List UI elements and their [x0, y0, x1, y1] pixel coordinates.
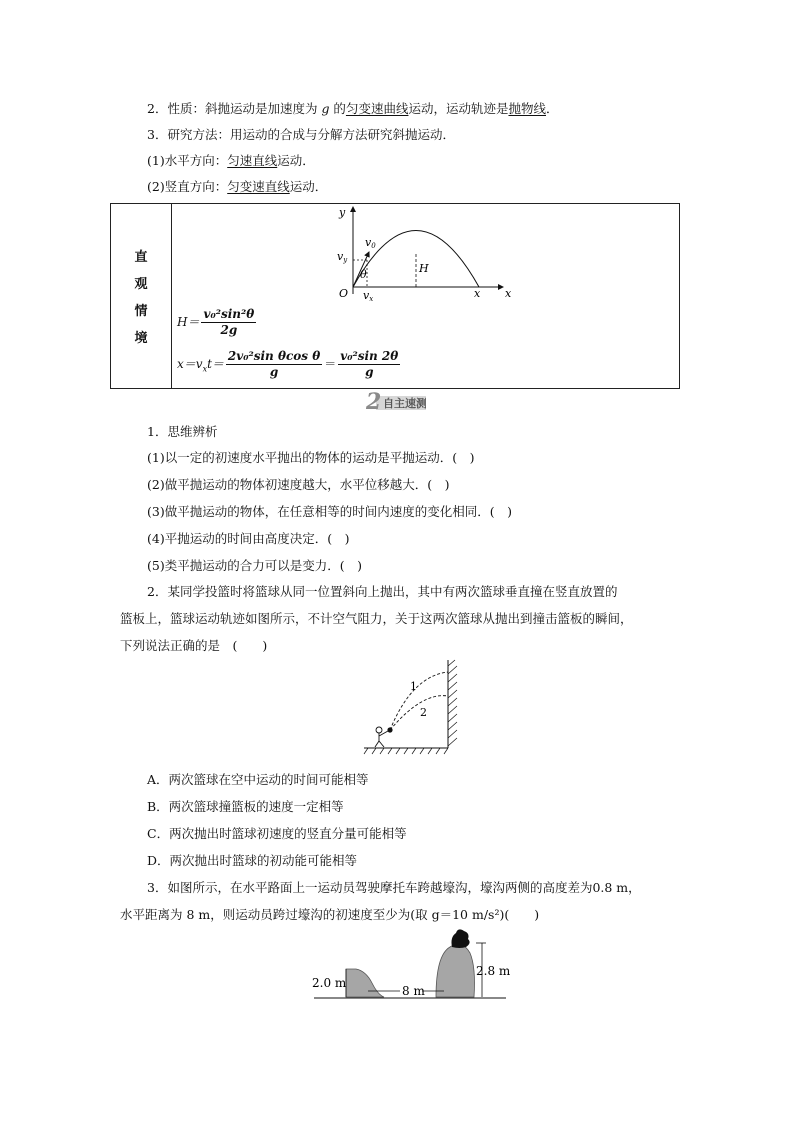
fraction	[338, 349, 400, 380]
q2-option-b: B．两次篮球撞篮板的速度一定相等	[147, 799, 344, 814]
text-segment: 运动．	[277, 153, 315, 168]
banner-text: 自主速测	[383, 397, 426, 410]
underlined-term: 匀变速直线	[227, 179, 290, 194]
q2-line: 2．某同学投篮时将篮球从同一位置斜向上抛出，其中有两次篮球垂直撞在竖直放置的	[147, 584, 618, 599]
motorcycle-ditch-figure	[310, 925, 510, 1003]
origin-label: O	[339, 287, 349, 300]
q2-option-c: C．两次抛出时篮球初速度的竖直分量可能相等	[147, 826, 407, 841]
q3-line-2: 水平距离为 8 m，则运动员跨过壕沟的初速度至少为(取 g＝10 m/s²)( )	[120, 907, 540, 922]
trajectory-label-1: 1	[410, 680, 417, 693]
x-range-label: x	[474, 287, 481, 300]
property-line-3b	[147, 178, 327, 196]
q2-line: 下列说法正确的是 ( )	[120, 638, 268, 653]
y-label: y	[339, 206, 346, 219]
q1-title: 1．思维辨析	[147, 424, 218, 439]
underlined-term: 抛物线	[508, 101, 546, 116]
q1-item: (3)做平抛运动的物体，在任意相等的时间内速度的变化相同．( )	[147, 504, 512, 519]
x-axis-label: x	[505, 287, 512, 300]
equals: ＝	[324, 357, 337, 371]
property-line-3: 3．研究方法：用运动的合成与分解方法研究斜抛运动．	[147, 127, 455, 142]
gap-width-label: 8 m	[402, 984, 425, 998]
column-divider	[171, 204, 172, 388]
subscript: x	[202, 364, 208, 374]
left-height-label: 2.0 m	[312, 976, 347, 990]
fraction	[201, 307, 256, 338]
label-char: 直	[134, 250, 148, 265]
text-segment: 2．性质：斜抛运动是加速度为	[147, 101, 322, 116]
right-hill	[436, 944, 475, 997]
trajectory-1	[390, 672, 448, 730]
q1-item: (5)类平抛运动的合力可以是变力．( )	[147, 558, 362, 573]
formula-lhs: H＝	[177, 315, 200, 329]
label-char: 观	[134, 277, 148, 292]
vy-label: vy	[337, 250, 348, 264]
rider-icon	[452, 929, 470, 948]
formula-lhs: x＝v	[177, 357, 203, 371]
text-segment: 的	[329, 101, 346, 116]
numerator: 2v₀²sin θcos θ	[227, 349, 321, 363]
formula-t: t＝	[207, 357, 224, 371]
formula-height	[177, 307, 258, 338]
trajectory-label-2: 2	[420, 706, 427, 719]
height-label: H	[419, 262, 429, 275]
intuitive-situation-box	[110, 203, 680, 389]
box-label	[111, 244, 171, 352]
property-line-3a	[147, 152, 315, 170]
denominator: g	[365, 365, 374, 379]
underlined-term: 匀速直线	[227, 153, 278, 168]
q2-option-d: D．两次抛出时篮球的初动能可能相等	[147, 853, 358, 868]
q2-option-a: A．两次篮球在空中运动的时间可能相等	[147, 772, 369, 787]
text-segment: ．	[545, 101, 559, 116]
trajectory-curve	[353, 231, 479, 288]
label-char: 境	[134, 331, 148, 346]
basketball	[387, 727, 392, 732]
formula-range	[177, 349, 402, 380]
numerator: v₀²sin 2θ	[340, 349, 399, 363]
v0-label: v0	[365, 236, 376, 250]
text-segment: 运动，运动轨迹是	[408, 101, 509, 116]
q2-line: 篮板上，篮球运动轨迹如图所示，不计空气阻力，关于这两次篮球从抛出到撞击篮板的瞬间，	[120, 611, 633, 626]
projectile-diagram	[331, 204, 531, 304]
theta-label: θ	[360, 268, 367, 281]
person-head	[376, 727, 382, 733]
right-height-label: 2.8 m	[476, 964, 510, 978]
text-segment: (1)水平方向：	[147, 153, 228, 168]
numerator: v₀²sin²θ	[203, 307, 255, 321]
q1-item: (1)以一定的初速度水平抛出的物体的运动是平抛运动．( )	[147, 450, 475, 465]
q1-item: (4)平抛运动的时间由高度决定．( )	[147, 531, 350, 546]
basketball-figure	[362, 658, 468, 756]
left-bank	[346, 969, 384, 997]
section-banner	[366, 390, 426, 412]
text-segment: (2)竖直方向：	[147, 179, 228, 194]
vx-label: vx	[363, 289, 374, 303]
symbol-g: g	[321, 101, 330, 116]
underlined-term: 匀变速曲线	[345, 101, 409, 116]
q1-item: (2)做平抛运动的物体初速度越大，水平位移越大．( )	[147, 477, 450, 492]
denominator: 2g	[220, 323, 238, 337]
fraction	[226, 349, 322, 380]
label-char: 情	[134, 304, 148, 319]
banner-number: 2	[366, 390, 382, 412]
denominator: g	[269, 365, 279, 379]
trajectory-2	[390, 696, 448, 730]
property-line-2	[147, 100, 559, 118]
q3-line-1: 3．如图所示，在水平路面上一运动员驾驶摩托车跨越壕沟，壕沟两侧的高度差为0.8 m，	[147, 880, 641, 895]
text-segment: 运动．	[289, 179, 328, 194]
